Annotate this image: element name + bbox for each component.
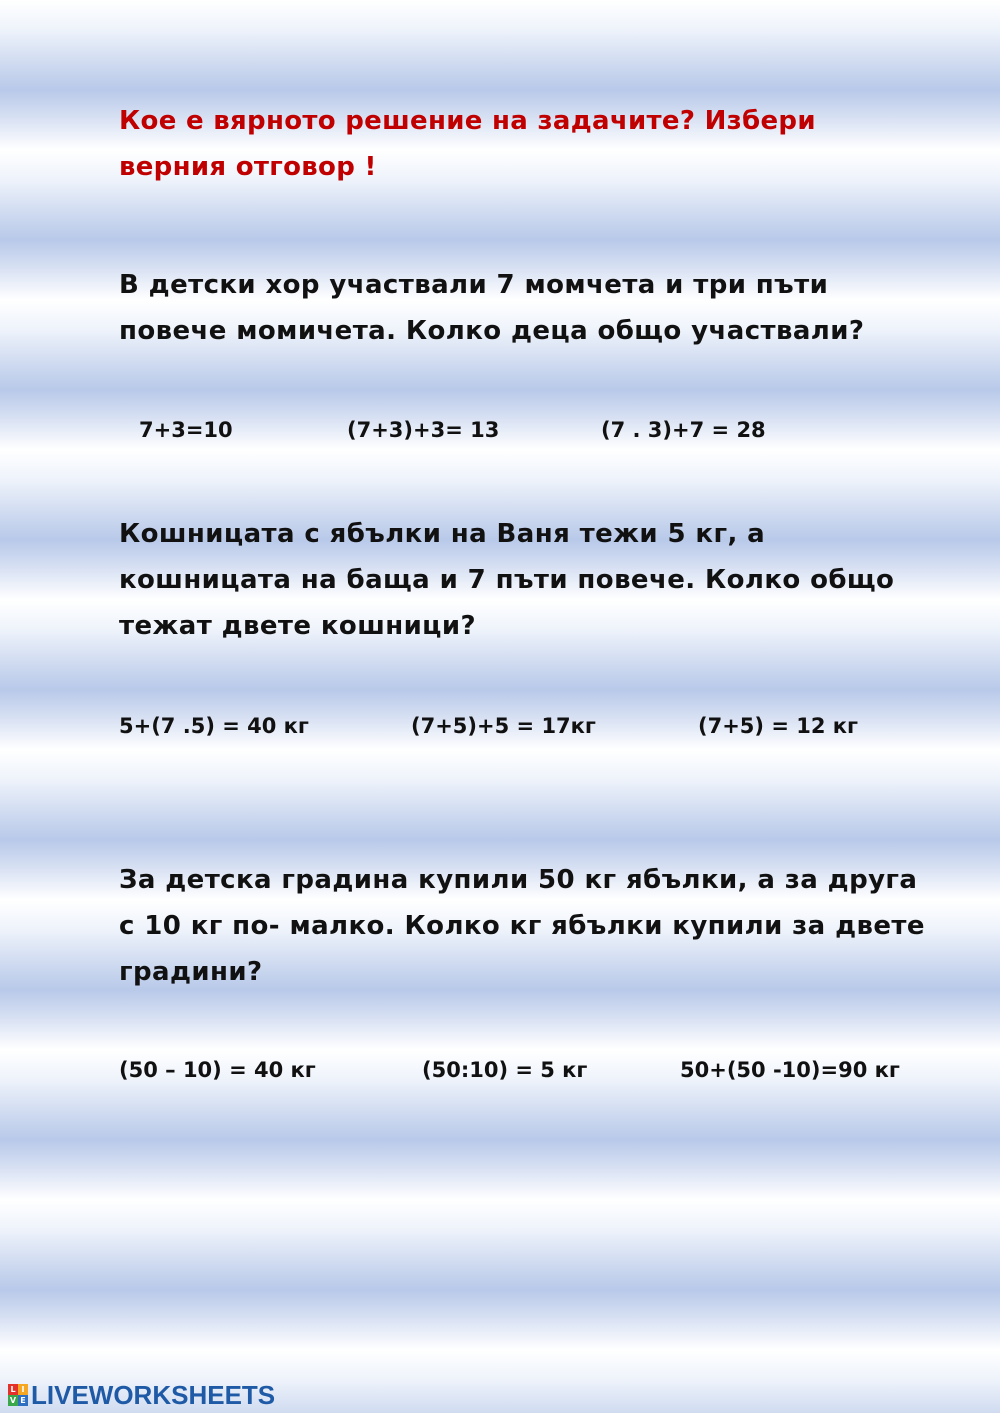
task-3-answer-option[interactable]: (50 – 10) = 40 кг: [119, 1058, 316, 1082]
task-2-question: Кошницата с ябълки на Ваня тежи 5 кг, а кошницата на баща и 7 пъти повече. Колко общо тежат двете кошници?: [119, 519, 895, 641]
logo-letter: V: [9, 1396, 17, 1405]
instruction-heading: Кое е вярното решение на задачите? Избери верния отговор !: [119, 106, 816, 182]
task-1-answers: [0, 418, 1000, 448]
task-3-answer-option[interactable]: (50:10) = 5 кг: [422, 1058, 588, 1082]
task-1-answer-option[interactable]: (7 . 3)+7 = 28: [601, 418, 766, 442]
task-2-answers: [0, 714, 1000, 744]
task-2-answer-option[interactable]: 5+(7 .5) = 40 кг: [119, 714, 309, 738]
task-1-answer-option[interactable]: 7+3=10: [139, 418, 233, 442]
task-2-answer-option[interactable]: (7+5) = 12 кг: [698, 714, 858, 738]
task-1-question: В детски хор участвали 7 момчета и три пъти повече момичета. Колко деца общо участвали?: [119, 270, 865, 346]
logo-letter: L: [8, 1384, 18, 1395]
task-3-answers: [0, 1058, 1000, 1088]
task-1-answer-option[interactable]: (7+3)+3= 13: [347, 418, 500, 442]
liveworksheets-logo-text: LIVEWORKSHEETS: [31, 1379, 276, 1410]
liveworksheets-logo-icon: [8, 1384, 28, 1406]
task-2-answer-option[interactable]: (7+5)+5 = 17кг: [411, 714, 596, 738]
task-3-answer-option[interactable]: 50+(50 -10)=90 кг: [680, 1058, 900, 1082]
liveworksheets-logo[interactable]: [8, 1381, 275, 1409]
task-3-question: За детска градина купили 50 кг ябълки, а за друга с 10 кг по- малко. Колко кг ябълки купили за двете градини?: [119, 865, 925, 987]
logo-letter: I: [18, 1384, 28, 1395]
logo-letter: E: [18, 1395, 28, 1406]
